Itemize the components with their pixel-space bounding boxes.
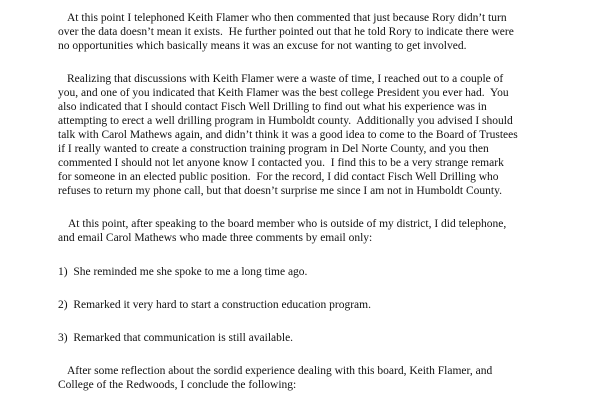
paragraph-2-line-1: Realizing that discussions with Keith Flamer were a waste of time, I reached out to a couple of: [67, 73, 504, 85]
closing-paragraph-line-1: After some reflection about the sordid experience dealing with this board, Keith Flamer, and: [67, 365, 493, 377]
paragraph-2-line-2: you, and one of you indicated that Keith Flamer was the best college President you ever had. You: [58, 87, 509, 99]
paragraph-2-line-4: attempting to erect a well drilling program in Humboldt county. Additionally you advised I should: [58, 115, 513, 127]
list-item-3: 3) Remarked that communication is still available.: [58, 332, 294, 344]
list-item-1: 1) She reminded me she spoke to me a long time ago.: [58, 266, 308, 278]
paragraph-1-line-3: no opportunities which basically means it was an excuse for not wanting to get involved.: [58, 40, 467, 52]
paragraph-2-line-8: for someone in an elected public position. For the record, I did contact Fisch Well Drilling who: [58, 171, 499, 183]
paragraph-2-line-9: refuses to return my phone call, but that doesn’t surprise me since I am not in Humboldt County.: [58, 185, 502, 197]
paragraph-2-line-3: also indicated that I should contact Fisch Well Drilling to find out what his experience was in: [58, 101, 487, 113]
paragraph-2-line-5: talk with Carol Mathews again, and didn’t think it was a good idea to come to the Board of Trustees: [58, 129, 518, 141]
closing-paragraph-line-2: College of the Redwoods, I conclude the following:: [58, 379, 297, 391]
paragraph-2-line-6: if I really wanted to create a construction training program in Del Norte County, and you then: [58, 143, 489, 155]
paragraph-1-line-2: over the data doesn’t mean it exists. He further pointed out that he told Rory to indicate there were: [58, 26, 514, 38]
paragraph-1-line-1: At this point I telephoned Keith Flamer who then commented that just because Rory didn’t turn: [67, 12, 507, 24]
list-item-2: 2) Remarked it very hard to start a construction education program.: [58, 299, 371, 311]
paragraph-2-line-7: commented I should not let anyone know I contacted you. I find this to be a very strange remark: [58, 157, 504, 169]
paragraph-3-line-2: and email Carol Mathews who made three comments by email only:: [58, 232, 373, 244]
paragraph-3-line-1: At this point, after speaking to the board member who is outside of my district, I did telephone,: [68, 218, 507, 230]
